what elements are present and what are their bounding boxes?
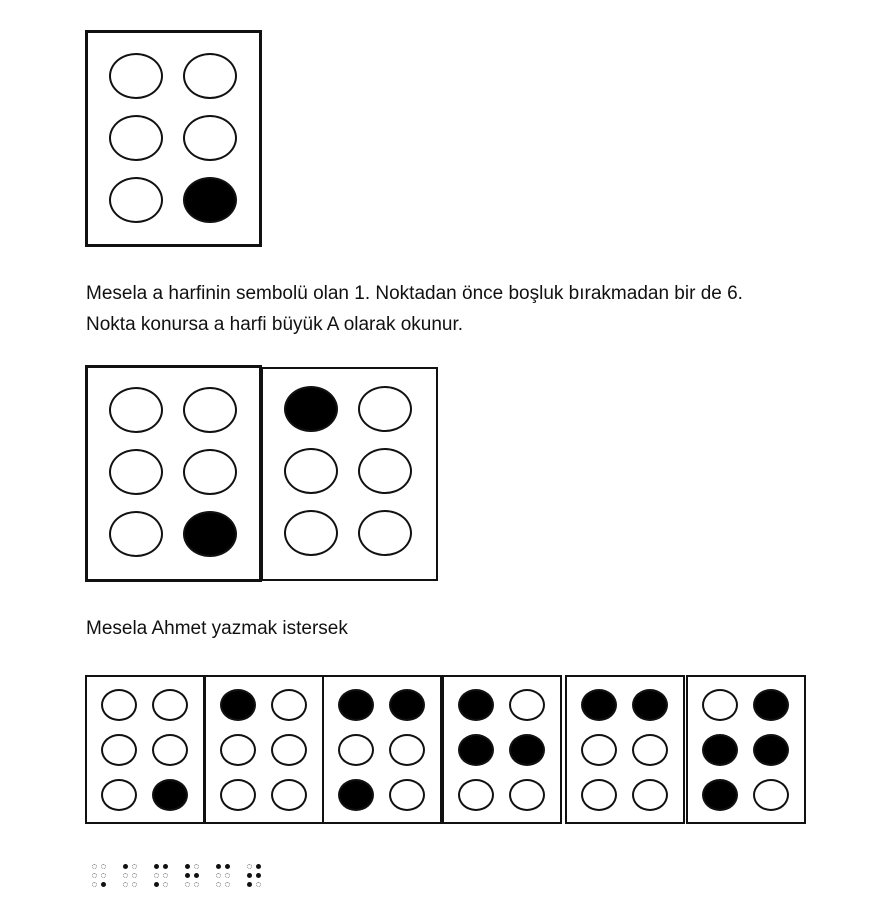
braille-dot-5	[632, 734, 668, 766]
braille-dot-6	[183, 177, 237, 223]
ahmet-intro-text: Mesela Ahmet yazmak istersek	[86, 618, 348, 639]
small-dot-5	[101, 873, 106, 878]
small-dot-4	[132, 864, 137, 869]
small-dot-1	[92, 864, 97, 869]
small-dot-3	[154, 882, 159, 887]
braille-dot-4	[753, 689, 789, 721]
small-dot-4	[101, 864, 106, 869]
braille-dot-2	[458, 734, 494, 766]
braille-dot-1	[101, 689, 137, 721]
small-dot-3	[216, 882, 221, 887]
braille-dot-6	[389, 779, 425, 811]
braille-dot-1	[338, 689, 374, 721]
braille-dot-6	[753, 779, 789, 811]
small-dot-1	[154, 864, 159, 869]
braille-dot-6	[183, 511, 237, 557]
braille-dot-6	[509, 779, 545, 811]
braille-dot-3	[220, 779, 256, 811]
small-dot-4	[225, 864, 230, 869]
braille-dot-4	[183, 387, 237, 433]
braille-dot-1	[458, 689, 494, 721]
braille-dot-4	[389, 689, 425, 721]
explanation-paragraph	[86, 278, 743, 340]
braille-dot-4	[152, 689, 188, 721]
braille-dot-2	[109, 115, 163, 161]
braille-dot-2	[284, 448, 338, 494]
small-dot-1	[185, 864, 190, 869]
small-dot-4	[256, 864, 261, 869]
small-dot-4	[163, 864, 168, 869]
braille-dot-3	[338, 779, 374, 811]
braille-dot-5	[183, 115, 237, 161]
braille-cell-letter-e	[565, 675, 685, 824]
small-dot-1	[123, 864, 128, 869]
small-dot-4	[194, 864, 199, 869]
braille-dot-2	[220, 734, 256, 766]
small-dot-2	[92, 873, 97, 878]
braille-dot-2	[109, 449, 163, 495]
small-dot-6	[163, 882, 168, 887]
braille-dot-4	[358, 386, 412, 432]
small-dot-2	[123, 873, 128, 878]
small-dot-5	[132, 873, 137, 878]
braille-dot-3	[109, 177, 163, 223]
braille-dot-4	[509, 689, 545, 721]
braille-dot-5	[183, 449, 237, 495]
braille-dot-4	[271, 689, 307, 721]
small-dot-3	[123, 882, 128, 887]
braille-dot-1	[581, 689, 617, 721]
small-dot-2	[154, 873, 159, 878]
braille-cell-letter-h	[322, 675, 442, 824]
braille-dot-5	[753, 734, 789, 766]
braille-dot-3	[109, 511, 163, 557]
braille-dot-4	[183, 53, 237, 99]
braille-dot-1	[220, 689, 256, 721]
braille-dot-5	[389, 734, 425, 766]
small-dot-1	[247, 864, 252, 869]
small-dot-5	[225, 873, 230, 878]
small-dot-2	[185, 873, 190, 878]
braille-dot-5	[509, 734, 545, 766]
braille-dot-4	[632, 689, 668, 721]
explanation-line-2: Nokta konursa a harfi büyük A olarak okunur.	[86, 314, 464, 335]
braille-dot-6	[271, 779, 307, 811]
braille-dot-1	[109, 387, 163, 433]
small-dot-1	[216, 864, 221, 869]
braille-dot-3	[101, 779, 137, 811]
small-dot-6	[101, 882, 106, 887]
braille-dot-3	[702, 779, 738, 811]
braille-cell-letter-a	[261, 367, 438, 581]
small-dot-6	[194, 882, 199, 887]
braille-dot-6	[152, 779, 188, 811]
small-dot-5	[194, 873, 199, 878]
small-dot-5	[163, 873, 168, 878]
braille-dot-5	[152, 734, 188, 766]
braille-cell-capital-sign	[85, 365, 262, 582]
braille-dot-2	[702, 734, 738, 766]
braille-dot-6	[358, 510, 412, 556]
braille-dot-1	[702, 689, 738, 721]
braille-cell-letter-t	[686, 675, 806, 824]
braille-dot-1	[109, 53, 163, 99]
braille-dot-3	[284, 510, 338, 556]
braille-dot-2	[101, 734, 137, 766]
braille-cell-letter-m	[442, 675, 562, 824]
small-dot-6	[225, 882, 230, 887]
braille-dot-6	[632, 779, 668, 811]
braille-dot-1	[284, 386, 338, 432]
braille-dot-2	[338, 734, 374, 766]
braille-dot-5	[271, 734, 307, 766]
explanation-line-1: Mesela a harfinin sembolü olan 1. Noktadan önce boşluk bırakmadan bir de 6.	[86, 283, 743, 304]
braille-cell-capital-sign	[85, 675, 205, 824]
small-dot-6	[132, 882, 137, 887]
braille-dot-3	[458, 779, 494, 811]
braille-dot-2	[581, 734, 617, 766]
braille-dot-3	[581, 779, 617, 811]
small-dot-3	[247, 882, 252, 887]
small-dot-3	[185, 882, 190, 887]
small-dot-6	[256, 882, 261, 887]
small-dot-5	[256, 873, 261, 878]
small-dot-3	[92, 882, 97, 887]
braille-cell-capital-sign	[85, 30, 262, 247]
braille-dot-5	[358, 448, 412, 494]
small-dot-2	[247, 873, 252, 878]
braille-cell-letter-a	[204, 675, 324, 824]
small-dot-2	[216, 873, 221, 878]
